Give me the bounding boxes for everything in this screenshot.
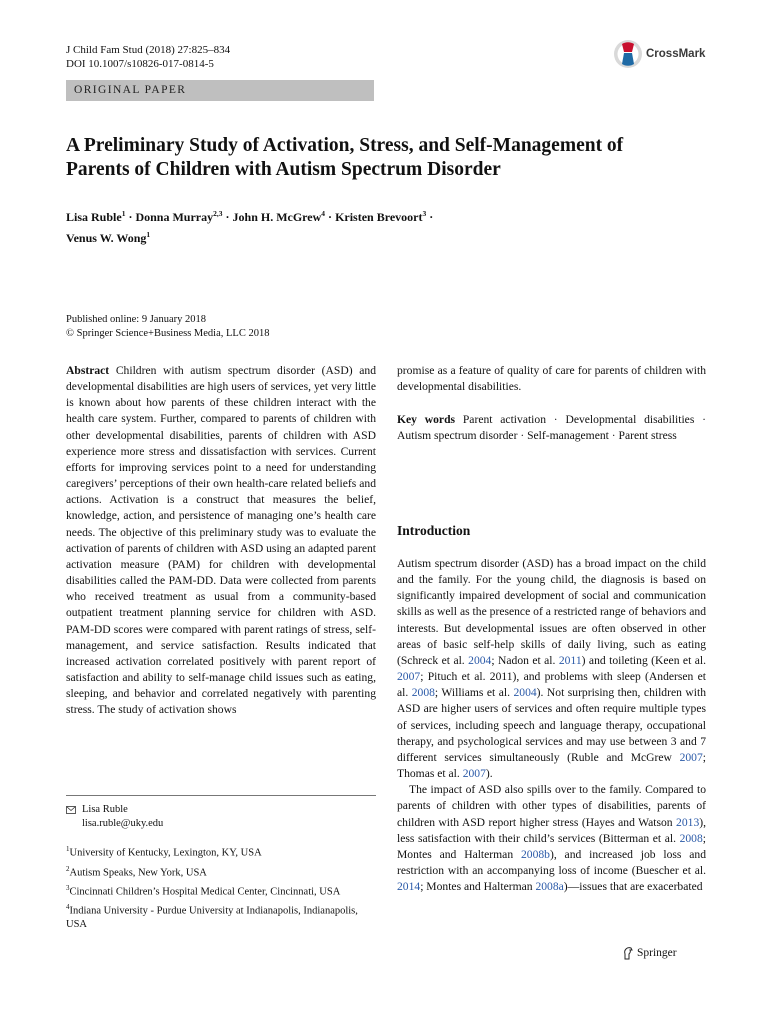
affiliation-2 bbox=[66, 863, 376, 880]
article-type-banner: ORIGINAL PAPER bbox=[66, 80, 374, 101]
correspondence-name-line bbox=[66, 803, 163, 817]
affiliation-4 bbox=[66, 901, 376, 932]
envelope-icon bbox=[66, 806, 76, 814]
abstract-section bbox=[66, 363, 376, 718]
correspondence-block bbox=[66, 803, 163, 830]
affiliation-number: 4 bbox=[66, 903, 70, 911]
correspondence-name: Lisa Ruble bbox=[82, 804, 128, 815]
citation-link[interactable]: 2007 bbox=[397, 670, 421, 684]
title-line-2: Parents of Children with Autism Spectrum Disorder bbox=[66, 159, 501, 180]
paragraph-text: ) and toileting (Keen et al. bbox=[581, 653, 707, 667]
citation-link[interactable]: 2007 bbox=[679, 750, 703, 764]
citation-link[interactable]: 2008 bbox=[679, 831, 703, 845]
publisher-logo bbox=[622, 946, 677, 960]
citation-link[interactable]: 2011 bbox=[558, 653, 582, 667]
springer-horse-icon bbox=[622, 946, 634, 960]
affiliation-text: Autism Speaks, New York, USA bbox=[69, 867, 207, 879]
paragraph-text: )—issues that are exacerbated bbox=[563, 880, 703, 894]
author-separator: · bbox=[426, 210, 434, 224]
keywords-section bbox=[397, 412, 706, 444]
paragraph-text: The impact of ASD also spills over to the family. Compared to parents of children with other types of disabilities, parents of children with ASD report higher stress (Hayes and Watson bbox=[397, 783, 706, 829]
paragraph-text: ; Montes and Halterman bbox=[420, 880, 536, 894]
paragraph-text: ; Williams et al. bbox=[434, 686, 514, 700]
author-affiliation-mark: 4 bbox=[321, 209, 326, 218]
paragraph-text: ; Nadon et al. bbox=[491, 653, 559, 667]
crossmark-badge[interactable] bbox=[613, 38, 713, 70]
citation-link[interactable]: 2008b bbox=[520, 847, 550, 861]
author-list bbox=[66, 205, 666, 247]
keywords-text: Parent activation · Developmental disabilities · Autism spectrum disorder · Self-management · Parent stress bbox=[397, 413, 706, 443]
publication-info bbox=[66, 313, 269, 341]
abstract-continuation-text: promise as a feature of quality of care for parents of children with developmental disabilities. bbox=[397, 364, 706, 394]
author-separator: · bbox=[222, 210, 233, 224]
affiliation-text: Cincinnati Children’s Hospital Medical Center, Cincinnati, USA bbox=[69, 886, 341, 898]
title-line-1: A Preliminary Study of Activation, Stress, and Self-Management of bbox=[66, 135, 624, 156]
citation-link[interactable]: 2008 bbox=[411, 686, 435, 700]
keywords-paragraph bbox=[397, 412, 706, 444]
journal-citation bbox=[66, 43, 230, 71]
introduction-heading: Introduction bbox=[397, 523, 471, 538]
correspondence-email[interactable]: lisa.ruble@uky.edu bbox=[82, 817, 164, 829]
author-name[interactable]: Lisa Ruble bbox=[66, 210, 122, 224]
copyright-line: © Springer Science+Business Media, LLC 2018 bbox=[66, 328, 270, 339]
author-name[interactable]: Kristen Brevoort bbox=[335, 210, 423, 224]
crossmark-icon bbox=[613, 39, 643, 69]
citation-link[interactable]: 2007 bbox=[462, 767, 486, 781]
paragraph-text: ; Thomas et al. bbox=[397, 750, 706, 781]
paragraph-text: ), and increased job loss and restriction with an accompanying loss of income (Buescher et al. bbox=[397, 847, 706, 877]
author-line-2 bbox=[66, 226, 666, 247]
paragraph-text: ). bbox=[485, 767, 493, 781]
affiliation-number: 1 bbox=[66, 845, 70, 853]
footnote-divider bbox=[66, 795, 376, 796]
author-line-1 bbox=[66, 205, 666, 226]
crossmark-label: CrossMark bbox=[646, 48, 706, 60]
author-affiliation-mark: 1 bbox=[121, 209, 126, 218]
introduction-paragraph-1 bbox=[397, 556, 706, 782]
citation-link[interactable]: 2004 bbox=[513, 686, 537, 700]
affiliation-number: 2 bbox=[66, 865, 70, 873]
citation-link[interactable]: 2013 bbox=[676, 815, 700, 829]
author-affiliation-mark: 1 bbox=[146, 230, 151, 239]
citation-link[interactable]: 2004 bbox=[468, 653, 492, 667]
citation-link[interactable]: 2014 bbox=[397, 880, 421, 894]
affiliation-1 bbox=[66, 843, 376, 860]
affiliation-3 bbox=[66, 882, 376, 899]
affiliation-text: Indiana University - Purdue University at Indianapolis, Indianapolis, USA bbox=[66, 905, 358, 930]
introduction-body bbox=[397, 556, 706, 895]
paper-title bbox=[66, 134, 706, 182]
author-name[interactable]: Donna Murray bbox=[135, 210, 214, 224]
abstract-heading: Abstract bbox=[66, 364, 110, 377]
abstract-paragraph bbox=[66, 363, 376, 718]
paragraph-text: ; Pituch et al. 2011), and problems with sleep (Andersen et al. bbox=[397, 670, 706, 700]
author-affiliation-mark: 2,3 bbox=[213, 209, 223, 218]
paragraph-text: ; Montes and Halterman bbox=[397, 831, 706, 861]
affiliation-text: University of Kentucky, Lexington, KY, USA bbox=[69, 847, 262, 859]
author-name[interactable]: John H. McGrew bbox=[232, 210, 322, 224]
paragraph-text: ). Not surprising then, children with ASD are higher users of services and often require multiple types of services, including speech and language therapy, occupational therapy, and psychological services and may use between 3 and 7 different services simultaneously (Ruble and McGrew bbox=[397, 686, 706, 764]
author-name[interactable]: Venus W. Wong bbox=[66, 231, 147, 245]
doi-line[interactable]: DOI 10.1007/s10826-017-0814-5 bbox=[66, 58, 214, 70]
author-separator: · bbox=[325, 210, 336, 224]
journal-line: J Child Fam Stud (2018) 27:825–834 bbox=[66, 44, 231, 56]
affiliation-number: 3 bbox=[66, 884, 70, 892]
publisher-name: Springer bbox=[637, 947, 677, 959]
citation-link[interactable]: 2008a bbox=[535, 880, 564, 894]
paragraph-text: ), less satisfaction with their child’s services (Bitterman et al. bbox=[397, 815, 706, 845]
author-separator: · bbox=[125, 210, 136, 224]
paragraph-text: Autism spectrum disorder (ASD) has a broad impact on the child and the family. For the young child, the diagnosis is based on significantly impaired development of social and communication skills as well as the presence of a restricted range of behaviors and interests. But developmental issues are often observed in other areas of basic self-help skills of daily living, such as eating (Schreck et al. bbox=[397, 557, 706, 667]
abstract-text: Children with autism spectrum disorder (ASD) and developmental disabilities are high users of services, yet very little is known about how parents of these children interact with the health care system. Further, compared to parents of children with other developmental disabilities, parents of children with ASD experience more stress and dissatisfaction with services. Current efforts for improving services point to a need for understanding caregivers’ perceptions of their own health-care related beliefs and actions. Activation is a construct that measures the belief, knowledge, action, and persistence of managing one’s health care needs. The objective of this preliminary study was to evaluate the activation of parents of children with ASD using an adapted parent activation measure (PAM) for children with developmental disabilities called the PAM-DD. Data were collected from parents who received treatment as usual from a community-based outpatient treatment planning service for children with ASD. PAM-DD scores were compared with parent ratings of stress, self-management, and service satisfaction. Results indicated that increased activation correlated positively with parent report of satisfaction and ability to self-manage child issues such as eating, sleeping, and behavior and correlated negatively with parenting stress. The study of activation shows bbox=[66, 364, 376, 717]
author-affiliation-mark: 3 bbox=[422, 209, 427, 218]
introduction-paragraph-2 bbox=[397, 782, 706, 895]
published-date: Published online: 9 January 2018 bbox=[66, 314, 206, 325]
keywords-heading: Key words bbox=[397, 413, 456, 426]
abstract-continuation bbox=[397, 363, 706, 395]
